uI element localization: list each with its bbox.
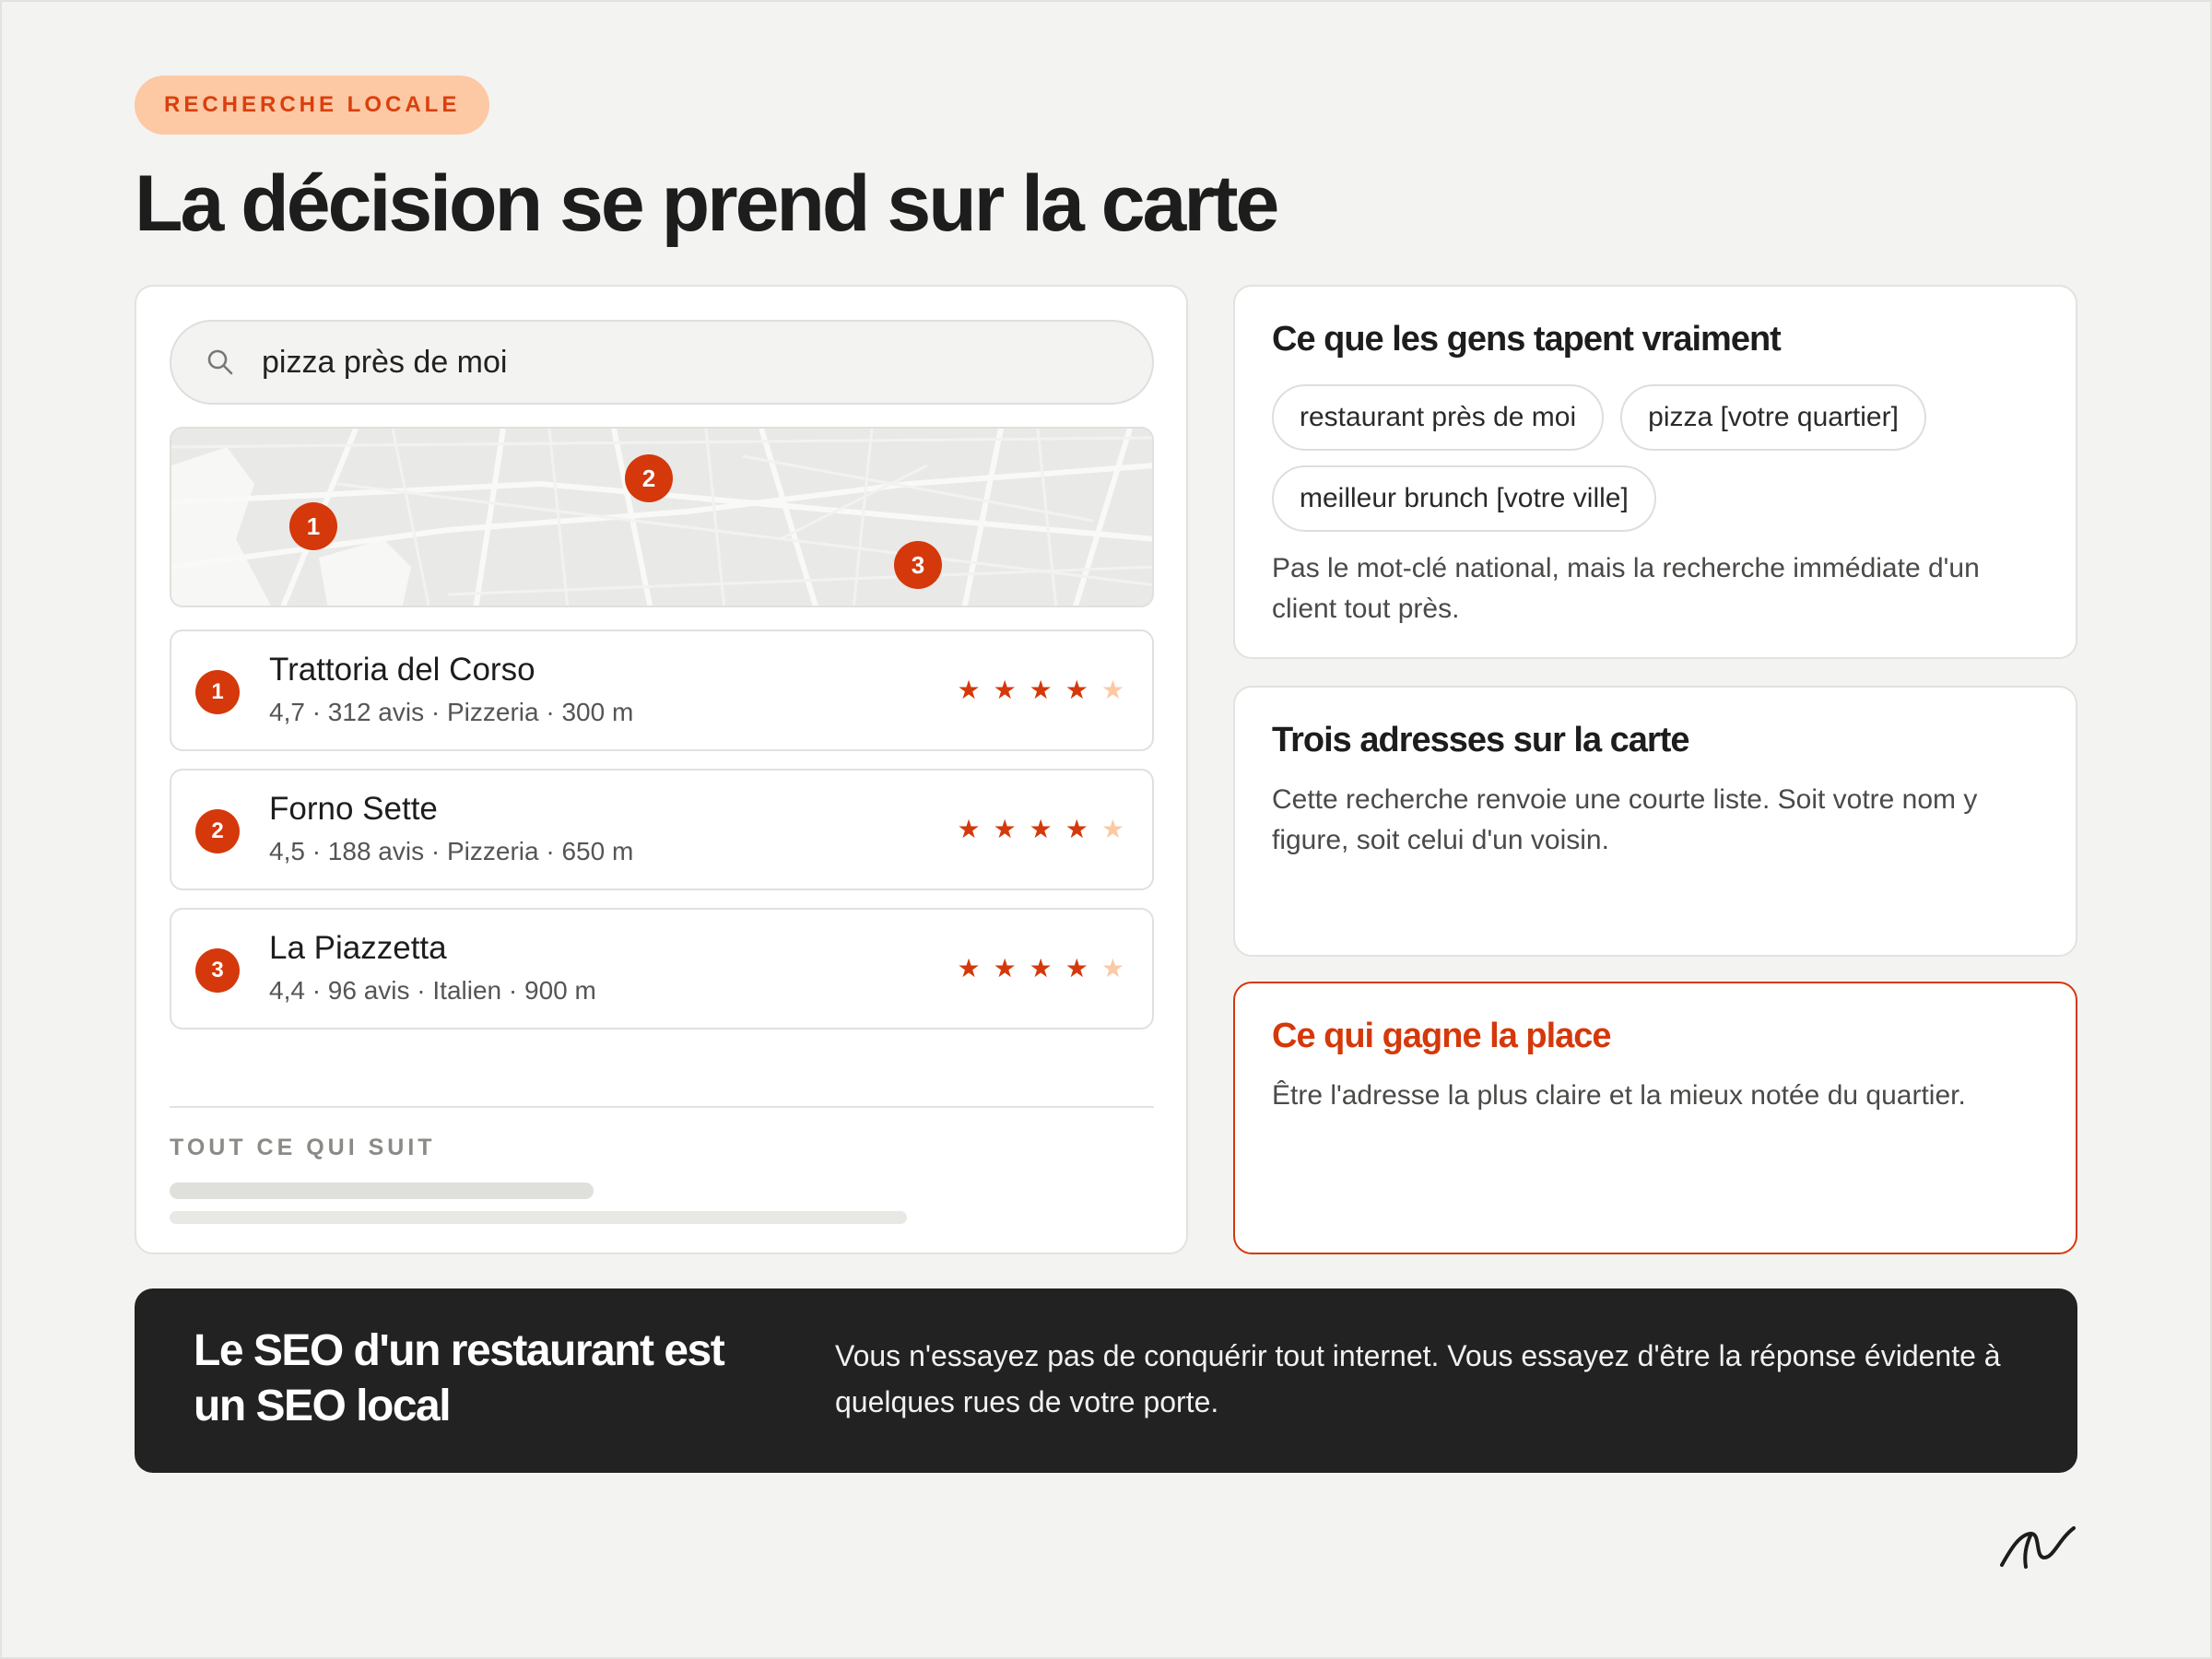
rank-badge: 3 <box>195 948 240 993</box>
star-icon: ★ <box>1029 815 1053 843</box>
star-icon: ★ <box>1029 954 1053 982</box>
rank-badge: 2 <box>195 809 240 853</box>
restaurant-meta: 4,5 · 188 avis · Pizzeria · 650 m <box>269 837 634 865</box>
star-rating <box>957 674 1124 707</box>
star-icon: ★ <box>957 815 981 843</box>
placeholder-bar <box>170 1211 907 1224</box>
summary-banner <box>135 1288 2077 1473</box>
search-bar[interactable] <box>170 320 1154 405</box>
restaurant-name: La Piazzetta <box>269 930 447 966</box>
result-item-2[interactable] <box>170 769 1154 890</box>
search-icon <box>206 348 234 376</box>
restaurant-name: Trattoria del Corso <box>269 652 535 688</box>
star-icon: ★ <box>993 815 1017 843</box>
star-icon: ★ <box>1029 676 1053 704</box>
query-chip[interactable]: restaurant près de moi <box>1272 384 1604 451</box>
star-icon: ★ <box>993 954 1017 982</box>
star-icon: ★ <box>957 676 981 704</box>
local-search-panel <box>135 285 1188 1254</box>
map-pin-1[interactable]: 1 <box>289 502 337 550</box>
map-pin-2[interactable]: 2 <box>625 454 673 502</box>
card-title: Ce qui gagne la place <box>1272 1017 1611 1055</box>
star-icon: ★ <box>993 676 1017 704</box>
restaurant-name: Forno Sette <box>269 791 438 827</box>
map-pin-3[interactable]: 3 <box>894 541 942 589</box>
placeholder-bar <box>170 1182 594 1199</box>
winning-card <box>1233 982 2077 1254</box>
star-icon: ★ <box>1065 815 1088 843</box>
section-badge: RECHERCHE LOCALE <box>135 76 489 135</box>
query-chips <box>1272 384 2046 532</box>
star-empty-icon: ★ <box>1100 954 1124 982</box>
three-addresses-card <box>1233 686 2077 957</box>
restaurant-meta: 4,4 · 96 avis · Italien · 900 m <box>269 976 596 1005</box>
page-title: La décision se prend sur la carte <box>135 159 1277 248</box>
search-query[interactable]: pizza près de moi <box>262 344 508 380</box>
query-chip[interactable]: meilleur brunch [votre ville] <box>1272 465 1656 532</box>
card-title: Ce que les gens tapent vraiment <box>1272 320 1781 359</box>
rest-label: TOUT CE QUI SUIT <box>170 1135 436 1160</box>
card-body: Cette recherche renvoie une courte liste. Soit votre nom y figure, soit celui d'un voisin. <box>1272 784 1978 855</box>
star-icon: ★ <box>957 954 981 982</box>
star-empty-icon: ★ <box>1100 815 1124 843</box>
restaurant-meta: 4,7 · 312 avis · Pizzeria · 300 m <box>269 698 634 726</box>
queries-card <box>1233 285 2077 659</box>
card-title: Trois adresses sur la carte <box>1272 721 1689 759</box>
result-item-1[interactable] <box>170 629 1154 751</box>
map-view[interactable] <box>170 427 1154 607</box>
brand-logo <box>1998 1521 2079 1572</box>
star-icon: ★ <box>1065 676 1088 704</box>
card-body: Être l'adresse la plus claire et la mieux notée du quartier. <box>1272 1080 1966 1111</box>
star-empty-icon: ★ <box>1100 676 1124 704</box>
rank-badge: 1 <box>195 670 240 714</box>
star-rating <box>957 813 1124 846</box>
star-rating <box>957 952 1124 985</box>
result-item-3[interactable] <box>170 908 1154 1030</box>
query-chip[interactable]: pizza [votre quartier] <box>1620 384 1926 451</box>
star-icon: ★ <box>1065 954 1088 982</box>
banner-title: Le SEO d'un restaurant est un SEO local <box>194 1326 724 1430</box>
banner-text: Vous n'essayez pas de conquérir tout internet. Vous essayez d'être la réponse évidente à quelques rues de votre porte. <box>835 1339 2001 1418</box>
card-body: Pas le mot-clé national, mais la recherche immédiate d'un client tout près. <box>1272 553 1980 624</box>
divider <box>170 1106 1154 1108</box>
